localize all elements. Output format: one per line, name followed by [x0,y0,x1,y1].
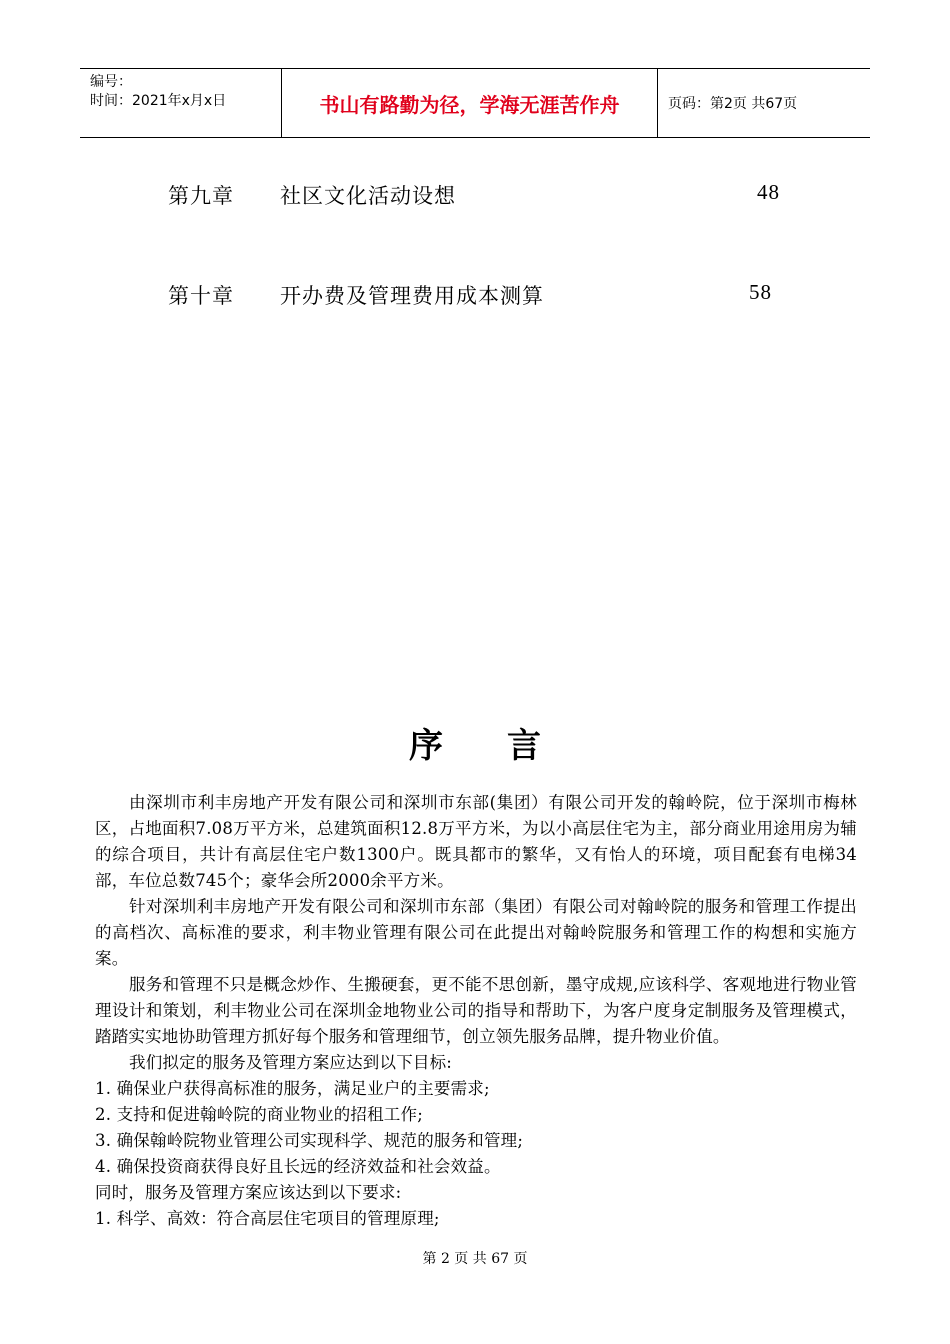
page-header [80,68,870,138]
page-footer: 第 2 页 共 67 页 [422,1251,528,1267]
goal-item: 2. 支持和促进翰岭院的商业物业的招租工作; [95,1105,423,1124]
toc-row [0,180,950,210]
toc-row [0,280,950,310]
header-meta [80,69,282,137]
preface-title: 序言 [409,726,605,766]
toc-page-number: 58 [749,280,772,304]
requirements-intro: 同时，服务及管理方案应该达到以下要求: [95,1183,402,1202]
toc-title: 开办费及管理费用成本测算 [280,284,544,308]
preface-paragraph: 服务和管理不只是概念炒作、生搬硬套，更不能不思创新，墨守成规,应该科学、客观地进行物业管理设计和策划，利丰物业公司在深圳金地物业公司的指导和帮助下，为客户度身定制服务及管理模式，踏踏实实地协助管理方抓好每个服务和管理细节，创立领先服务品牌，提升物业价值。 [95,975,857,1046]
goal-item: 4. 确保投资商获得良好且长远的经济效益和社会效益。 [95,1157,501,1176]
header-motto: 书山有路勤为径，学海无涯苦作舟 [282,69,658,137]
goal-item: 1. 确保业户获得高标准的服务，满足业户的主要需求; [95,1079,490,1098]
header-page-info: 页码：第2页 共67页 [668,96,798,112]
requirement-item: 1. 科学、高效：符合高层住宅项目的管理原理; [95,1209,440,1228]
preface-paragraph: 由深圳市利丰房地产开发有限公司和深圳市东部(集团）有限公司开发的翰岭院，位于深圳市梅林区，占地面积7.08万平方米，总建筑面积12.8万平方米，为以小高层住宅为主，部分商业用途用房为辅的综合项目，共计有高层住宅户数1300户。既具都市的繁华，又有怡人的环境，项目配套有电梯34部，车位总数745个；豪华会所2000余平方米。 [95,793,857,890]
header-number-label: 编号： [90,74,132,90]
preface-paragraph: 我们拟定的服务及管理方案应达到以下目标: [129,1053,453,1072]
toc-title: 社区文化活动设想 [280,184,456,208]
toc-chapter: 第九章 [168,184,234,208]
preface-paragraph: 针对深圳利丰房地产开发有限公司和深圳市东部（集团）有限公司对翰岭院的服务和管理工作提出的高档次、高标准的要求，利丰物业管理有限公司在此提出对翰岭院服务和管理工作的构想和实施方案。 [95,897,857,968]
toc-chapter: 第十章 [168,284,234,308]
goal-item: 3. 确保翰岭院物业管理公司实现科学、规范的服务和管理; [95,1131,524,1150]
header-time-label: 时间：2021年x月x日 [90,93,227,109]
toc-page-number: 48 [757,180,780,204]
preface-body [95,790,857,1232]
